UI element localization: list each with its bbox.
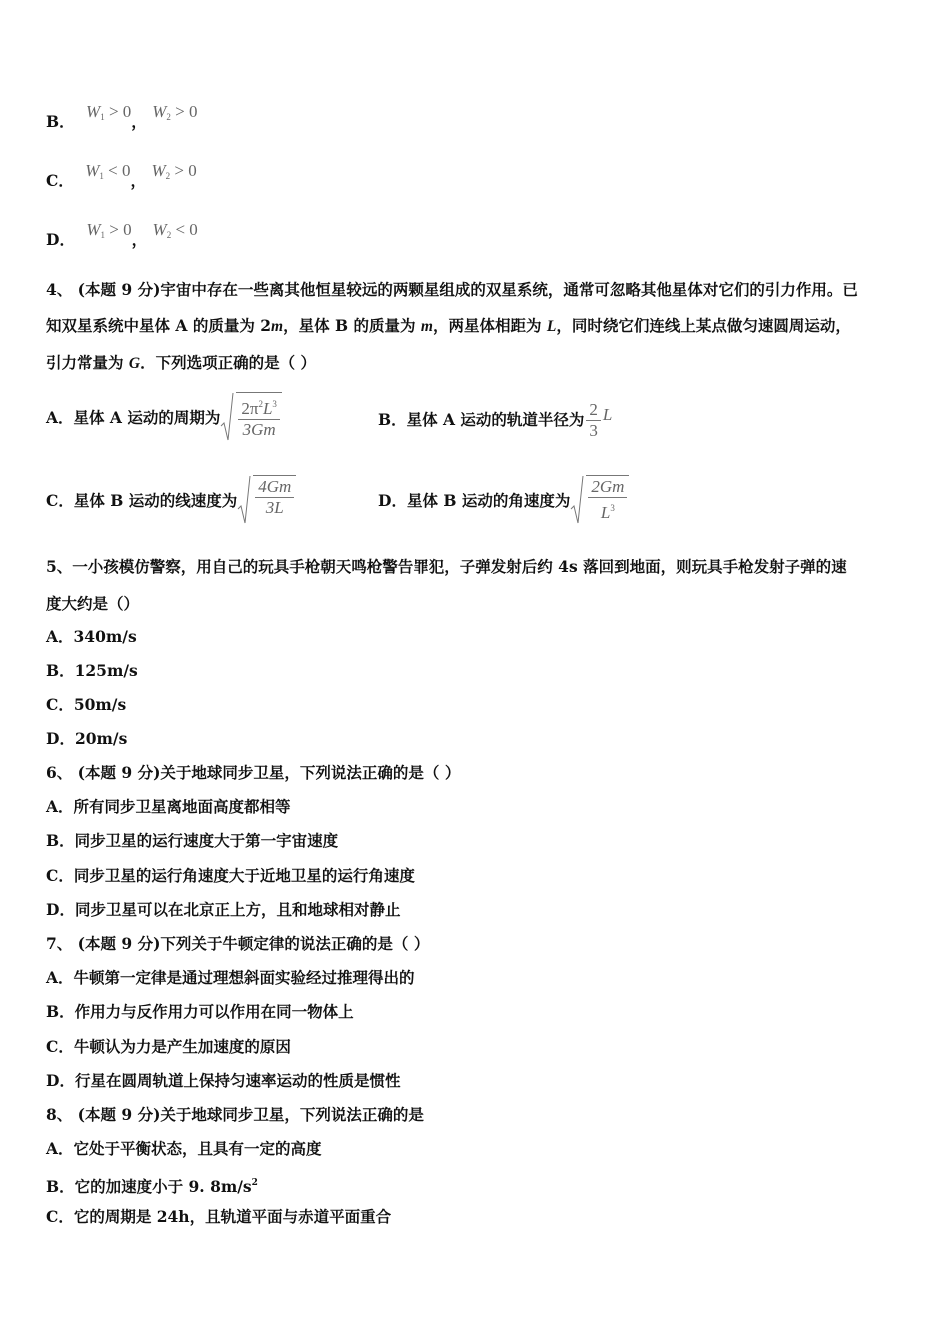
w1-subscript: 1 [99,171,104,181]
den-l: L [600,503,611,522]
w2-relation: < 0 [175,220,198,239]
numerator: 2Gm [588,478,627,498]
num-l: L [262,399,273,418]
separator: ， [131,230,148,249]
sqrt-expression [570,475,631,527]
sqrt-expression [220,392,284,444]
denominator: 3L [265,498,284,517]
sqrt-expression [237,475,298,527]
q4-stem-line2 [46,316,851,337]
text: ，同时绕它们连线上某点做匀速圆周运动， [556,316,851,335]
option-text: D．星体 B 运动的角速度为 [378,491,571,510]
q5-stem-line2: 度大约是（） [46,594,140,613]
q5-option-c: C．50m/s [46,695,127,714]
q6-stem: 6、 (本题 9 分)关于地球同步卫星，下列说法正确的是（ ） [46,763,461,782]
q4-option-d [378,473,631,529]
q3-option-b [46,102,198,137]
q8-stem: 8、 (本题 9 分)关于地球同步卫星，下列说法正确的是 [46,1105,424,1124]
separator: ， [131,112,147,131]
fraction [253,475,296,527]
sup: 3 [272,399,277,409]
num-text: 2π [241,399,259,418]
var-m: m [271,318,284,335]
text: 知双星系统中星体 A 的质量为 2 [46,316,272,335]
w2-symbol: W [151,161,166,180]
q3-option-c [46,161,197,196]
q6-option-a: A．所有同步卫星离地面高度都相等 [46,797,291,816]
numerator: 4Gm [255,478,294,498]
text: 引力常量为 [46,353,129,372]
radical-sign-icon [570,475,584,527]
q4-stem-line3 [46,353,316,374]
q4-option-b [378,396,612,444]
w1-relation: > 0 [108,102,132,121]
var-m: m [420,318,433,335]
w1-symbol: W [86,220,101,239]
fraction [236,392,282,444]
w2-expression [153,220,198,239]
q5-option-a: A．340m/s [46,627,137,646]
q6-option-c: C．同步卫星的运行角速度大于近地卫星的运行角速度 [46,866,415,885]
denominator: 3 [589,420,598,440]
option-label: C． [46,171,74,190]
w1-expression [86,220,131,239]
q7-option-a: A．牛顿第一定律是通过理想斜面实验经过推理得出的 [46,968,415,987]
radical-sign-icon [220,392,234,444]
option-text: B．它的加速度小于 9. 8m/s [46,1177,252,1196]
q6-option-d: D．同步卫星可以在北京正上方，且和地球相对静止 [46,900,401,919]
option-text: C．星体 B 运动的线速度为 [46,491,238,510]
option-label: D． [46,230,75,249]
q4-option-c [46,473,298,529]
w1-symbol: W [86,102,101,121]
w1-subscript: 1 [100,230,106,240]
text: ．下列选项正确的是（ ） [140,353,317,372]
q7-option-d: D．行星在圆周轨道上保持匀速率运动的性质是惯性 [46,1071,401,1090]
w2-expression [151,161,196,180]
numerator [238,395,280,420]
q5-option-d: D．20m/s [46,729,128,748]
denominator [598,498,618,522]
sup: 3 [610,503,615,513]
q8-option-b [46,1173,258,1197]
q5-option-b: B．125m/s [46,661,138,680]
var-l: L [546,318,557,335]
fraction-expression [584,401,612,440]
w2-subscript: 2 [166,112,171,122]
sup: 2 [258,399,263,409]
option-text: B．星体 A 运动的轨道半径为 [378,410,585,429]
w2-symbol: W [152,220,167,239]
q4-stem-line1: 4、 (本题 9 分)宇宙中存在一些离其他恒星较远的两颗星组成的双星系统，通常可忽略其他星体对它们的引力作用。已 [46,280,858,299]
w2-relation: > 0 [174,161,197,180]
denominator: 3Gm [242,420,276,439]
var-l: L [602,405,613,424]
w2-subscript: 2 [165,171,171,181]
w1-relation: > 0 [109,220,132,239]
fraction [586,401,601,440]
w2-expression [152,102,197,121]
w2-relation: > 0 [175,102,198,121]
numerator: 2 [586,401,601,421]
q6-option-b: B．同步卫星的运行速度大于第一宇宙速度 [46,831,339,850]
w2-subscript: 2 [166,230,172,240]
q7-option-b: B．作用力与反作用力可以作用在同一物体上 [46,1002,354,1021]
var-g: G [128,355,141,372]
q5-stem-line1: 5、一小孩模仿警察，用自己的玩具手枪朝天鸣枪警告罪犯，子弹发射后约 4s 落回到地面，则玩具手枪发射子弹的速 [46,557,847,576]
w1-expression [85,161,130,180]
w2-symbol: W [152,102,167,121]
q3-option-d [46,220,198,255]
w1-subscript: 1 [100,112,105,122]
q8-option-c: C．它的周期是 24h，且轨道平面与赤道平面重合 [46,1207,392,1226]
w1-relation: < 0 [108,161,131,180]
separator: ， [130,171,147,190]
option-label: B． [46,112,75,131]
option-text: A．星体 A 运动的周期为 [46,408,221,427]
superscript: 2 [251,1178,258,1188]
text: ，两星体相距为 [432,316,547,335]
w1-symbol: W [85,161,100,180]
q4-option-a [46,390,284,446]
q7-stem: 7、 (本题 9 分)下列关于牛顿定律的说法正确的是（ ） [46,934,430,953]
text: ，星体 B 的质量为 [283,316,421,335]
w1-expression [86,102,131,121]
radical-sign-icon [237,475,251,527]
q7-option-c: C．牛顿认为力是产生加速度的原因 [46,1037,291,1056]
fraction [586,475,629,527]
q8-option-a: A．它处于平衡状态，且具有一定的高度 [46,1139,322,1158]
